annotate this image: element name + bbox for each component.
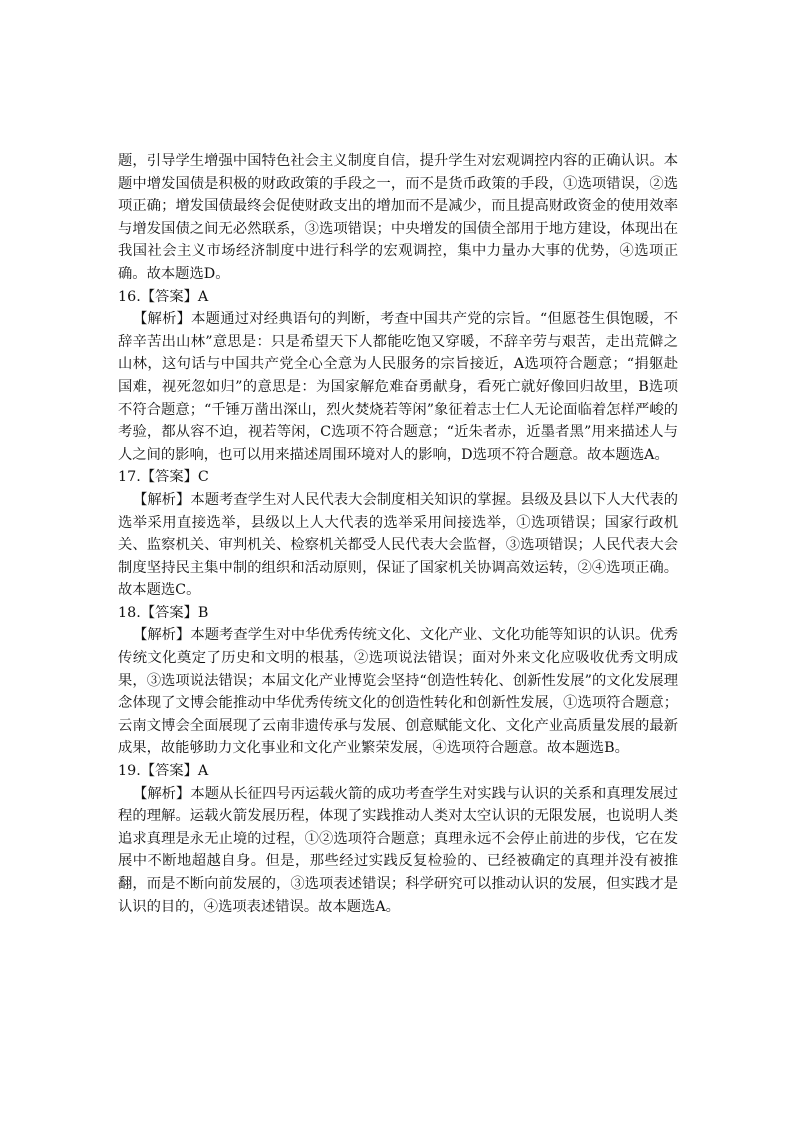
answer-line: 19.【答案】A — [118, 763, 209, 780]
analysis-paragraph: 【解析】本题考查学生对人民代表大会制度相关知识的掌握。县级及县以下人大代表的选举采用直接选举，县级以上人大代表的选举采用间接选举，①选项错误；国家行政机关、监察机关、审判机关、检察机关都受人民代表大会监督，③选项错误；人民代表大会制度坚持民主集中制的组织和活动原则，保证了国家机关协调高效运转，②④选项正确。故本题选C。 — [118, 491, 678, 599]
question-18 — [118, 602, 678, 760]
answer-line: 16.【答案】A — [118, 288, 209, 305]
analysis-paragraph: 【解析】本题从长征四号丙运载火箭的成功考查学生对实践与认识的关系和真理发展过程的理解。运载火箭发展历程，体现了实践推动人类对太空认识的无限发展，也说明人类追求真理是永无止境的过程，①②选项符合题意；真理永远不会停止前进的步伐，它在发展中不断地超越自身。但是，那些经过实践反复检验的、已经被确定的真理并没有被推翻，而是不断向前发展的，③选项表述错误；科学研究可以推动认识的发展，但实践才是认识的目的，④选项表述错误。故本题选A。 — [118, 785, 678, 915]
analysis-paragraph: 【解析】本题考查学生对中华优秀传统文化、文化产业、文化功能等知识的认识。优秀传统文化奠定了历史和文明的根基，②选项说法错误；面对外来文化应吸收优秀文明成果，③选项说法错误；本届文化产业博览会坚持“创造性转化、创新性发展”的文化发展理念体现了文博会能推动中华优秀传统文化的创造性转化和创新性发展，①选项符合题意；云南文博会全面展现了云南非遗传承与发展、创意赋能文化、文化产业高质量发展的最新成果，故能够助力文化事业和文化产业繁荣发展，④选项符合题意。故本题选B。 — [118, 627, 678, 757]
question-19 — [118, 760, 678, 918]
answer-line: 17.【答案】C — [118, 469, 209, 486]
intro-paragraph: 题，引导学生增强中国特色社会主义制度自信，提升学生对宏观调控内容的正确认识。本题中增发国债是积极的财政政策的手段之一，而不是货币政策的手段，①选项错误，②选项正确；增发国债最终会促使财政支出的增加而不是减少，而且提高财政资金的使用效率与增发国债之间无必然联系，③选项错误；中央增发的国债全部用于地方建设，体现出在我国社会主义市场经济制度中进行科学的宏观调控，集中力量办大事的优势，④选项正确。故本题选D。 — [118, 153, 678, 282]
answer-line: 18.【答案】B — [118, 604, 209, 621]
analysis-paragraph: 【解析】本题通过对经典语句的判断，考查中国共产党的宗旨。“但愿苍生俱饱暖，不辞辛苦出山林”意思是：只是希望天下人都能吃饱又穿暖，不辞辛劳与艰苦，走出荒僻之山林，这句话与中国共产党全心全意为人民服务的宗旨接近，A选项符合题意；“捐躯赴国难，视死忽如归”的意思是：为国家解危难奋勇献身，看死亡就好像回归故里，B选项不符合题意；“千锤万凿出深山，烈火焚烧若等闲”象征着志士仁人无论面临着怎样严峻的考验，都从容不迫，视若等闲，C选项不符合题意；“近朱者赤，近墨者黑”用来描述人与人之间的影响，也可以用来描述周围环境对人的影响，D选项不符合题意。故本题选A。 — [118, 311, 678, 463]
question-17 — [118, 466, 678, 602]
question-16 — [118, 286, 678, 467]
answer-analysis-content — [118, 150, 678, 918]
